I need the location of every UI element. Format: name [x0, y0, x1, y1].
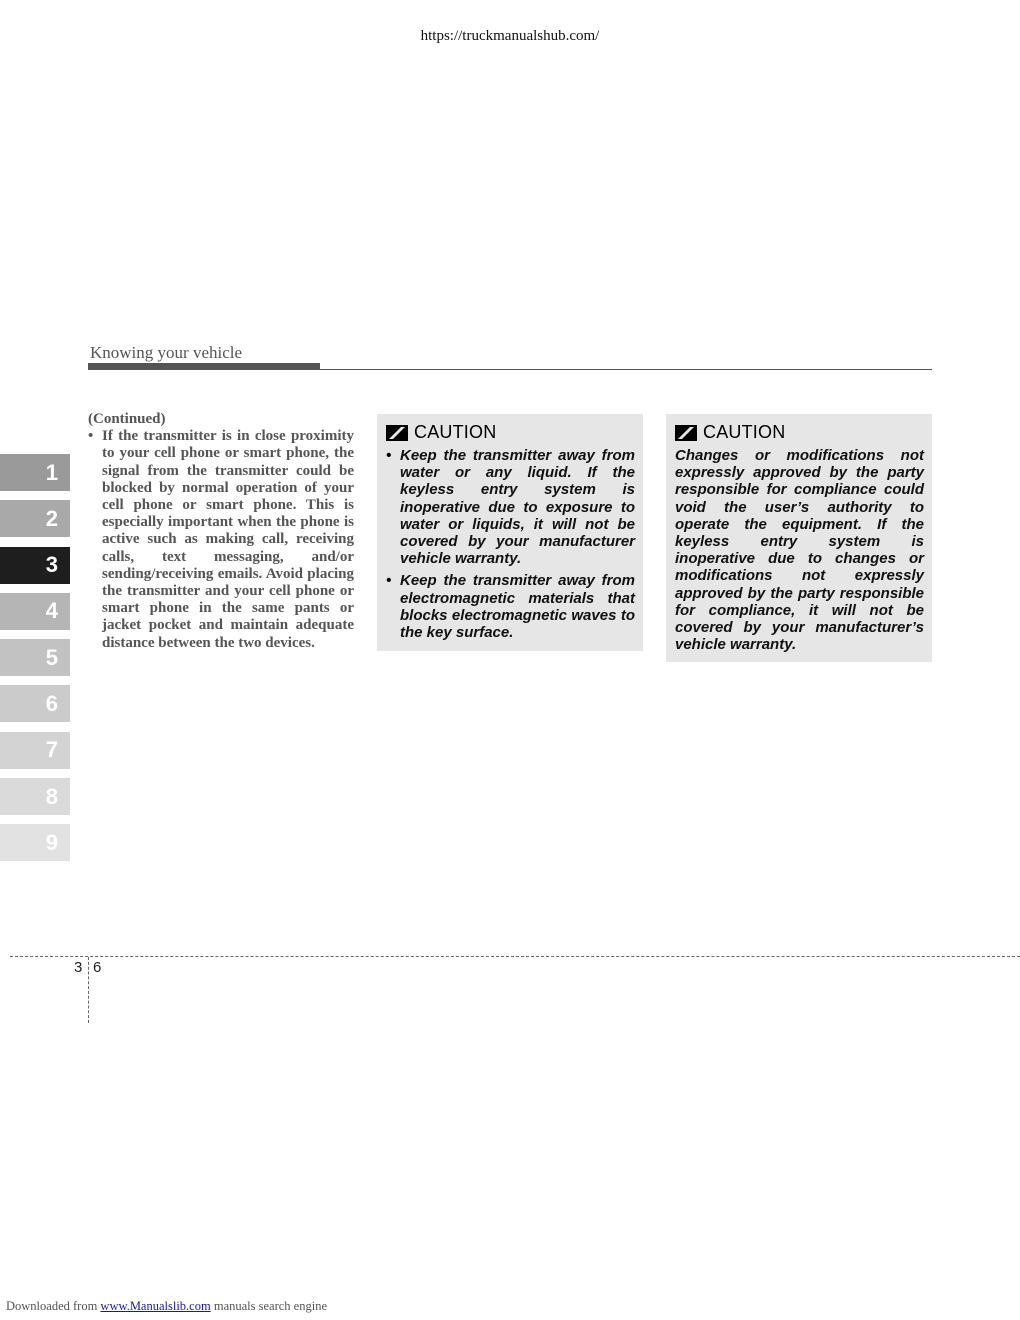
continued-label: (Continued) — [88, 411, 166, 427]
bullet: • — [386, 572, 392, 590]
chapter-tab-5[interactable] — [0, 639, 70, 676]
page-number-divider — [88, 957, 89, 1023]
list-item — [386, 447, 635, 567]
list-item — [386, 572, 635, 641]
source-url: https://truckmanualshub.com/ — [420, 28, 600, 44]
chapter-tab-label: 5 — [45, 644, 58, 670]
caution-item-text: Keep the transmitter away from water or any liquid. If the keyless entry system is inoperative due to exposure to water or liquids, it will not be covered by your manufacturer vehicle warranty. — [400, 447, 635, 568]
page-divider — [10, 956, 1020, 957]
chapter-tab-label: 7 — [45, 737, 58, 763]
chapter-tab-9[interactable] — [0, 824, 70, 861]
caution-title: CAUTION — [703, 422, 786, 442]
title-rule-thick — [88, 363, 320, 370]
chapter-tab-label: 8 — [45, 783, 58, 809]
list-item-text: If the transmitter is in close proximity to your cell phone or smart phone, the signal from the transmitter could be blocked by normal operation of your cell phone or smart phone. This is especially important when the phone is active such as making call, receiving calls, text messaging, and/or sending/receiving emails. Avoid placing the transmitter and your cell phone or smart phone in the same pants or jacket pocket and maintain adequate distance between the two devices. — [102, 428, 354, 651]
caution-header — [675, 422, 924, 443]
caution-warning-icon — [675, 425, 697, 441]
chapter-tab-label: 4 — [45, 598, 58, 624]
manualslib-link[interactable]: www.Manualslib.com — [100, 1299, 211, 1313]
caution-header — [386, 422, 635, 443]
chapter-tabs — [0, 454, 70, 871]
chapter-tab-6[interactable] — [0, 685, 70, 722]
caution-text: Changes or modifications not expressly approved by the party responsible for compliance could void the user’s authority to operate the equipment. If the keyless entry system is inoperative due to changes or modifications not expressly approved by the party responsible for compliance, it will not be covered by your manufacturer’s vehicle warranty. — [675, 447, 924, 654]
chapter-number: 3 — [74, 959, 83, 976]
chapter-tab-label: 9 — [45, 829, 58, 855]
chapter-tab-label: 3 — [45, 552, 58, 578]
page-index: 6 — [93, 959, 102, 976]
chapter-tab-8[interactable] — [0, 778, 70, 815]
caution-box-modifications — [666, 414, 932, 662]
caution-warning-icon — [386, 425, 408, 441]
footer-suffix: manuals search engine — [210, 1299, 327, 1313]
bullet: • — [386, 447, 392, 464]
chapter-tab-label: 1 — [45, 459, 58, 485]
chapter-tab-3[interactable] — [0, 547, 70, 584]
footer — [6, 1299, 327, 1314]
caution-title: CAUTION — [414, 422, 497, 442]
chapter-tab-label: 2 — [45, 505, 58, 531]
caution-box-transmitter — [377, 414, 643, 651]
caution-item-text: Keep the transmitter away from electromagnetic materials that blocks electromagnetic waves to the key surface. — [400, 572, 635, 642]
chapter-tab-2[interactable] — [0, 500, 70, 537]
chapter-tab-label: 6 — [45, 690, 58, 716]
chapter-tab-7[interactable] — [0, 732, 70, 769]
section-title: Knowing your vehicle — [90, 343, 243, 362]
chapter-tab-4[interactable] — [0, 593, 70, 630]
title-rule-thin — [320, 369, 932, 370]
main-text-column — [88, 411, 354, 652]
bullet: • — [88, 428, 94, 445]
chapter-tab-1[interactable] — [0, 454, 70, 491]
list-item — [88, 428, 354, 652]
footer-prefix: Downloaded from — [6, 1299, 101, 1313]
